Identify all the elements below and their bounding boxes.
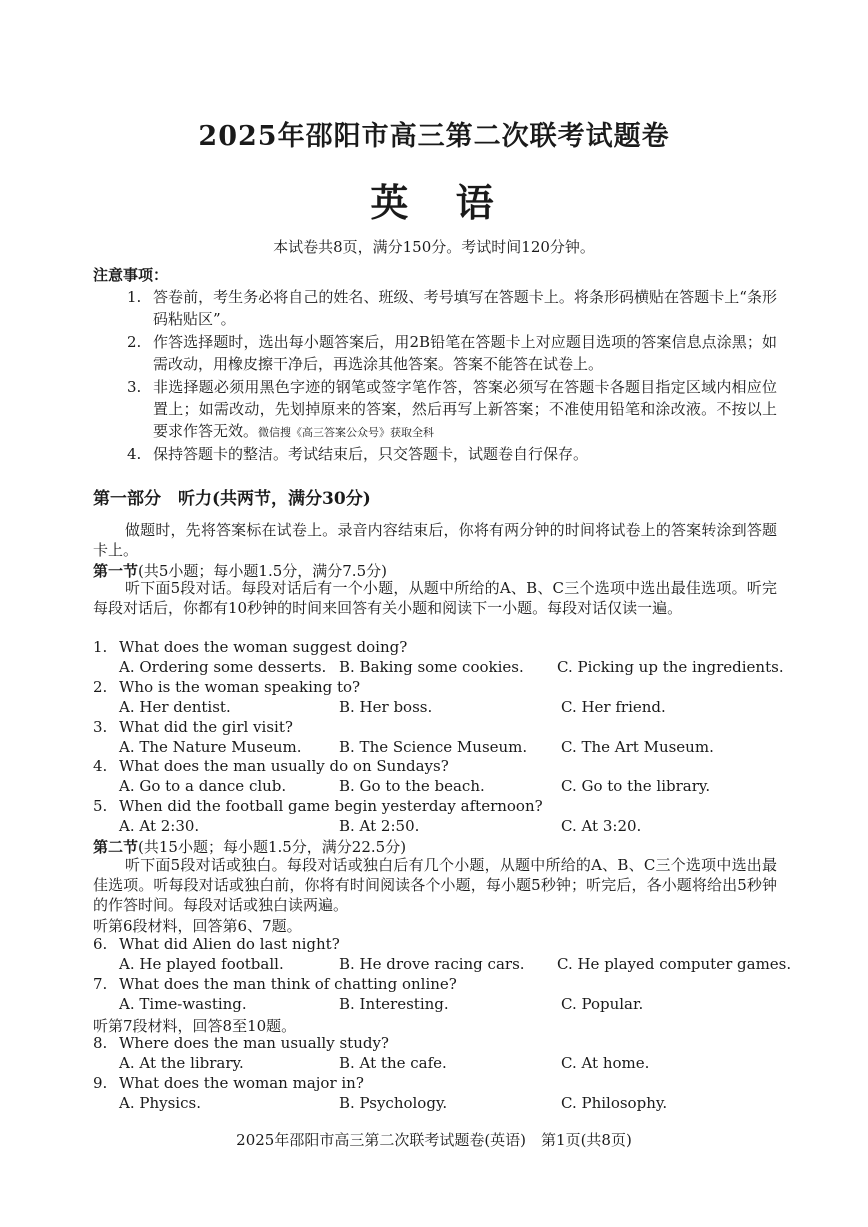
notice-item-1 — [127, 286, 777, 330]
question-number: 9. — [93, 1074, 108, 1092]
question-5-option-b: B. At 2:50. — [339, 817, 420, 835]
question-number: 1. — [93, 638, 108, 656]
part-one-intro: 做题时，先将答案标在试卷上。录音内容结束后，你将有两分钟的时间将试卷上的答案转涂到答题卡上。 — [93, 521, 777, 559]
question-8-option-c: C. At home. — [561, 1054, 650, 1072]
question-2-option-a: A. Her dentist. — [119, 698, 231, 716]
question-9-option-c: C. Philosophy. — [561, 1094, 668, 1112]
question-6-option-b: B. He drove racing cars. — [339, 955, 525, 973]
question-2-option-c: C. Her friend. — [561, 698, 666, 716]
notice-item-number: 3. — [127, 378, 142, 396]
question-number: 5. — [93, 797, 108, 815]
notice-item-text: 保持答题卡的整洁。考试结束后，只交答题卡，试题卷自行保存。 — [153, 445, 589, 463]
material-7-heading: 听第7段材料，回答8至10题。 — [93, 1017, 297, 1035]
question-1-option-a: A. Ordering some desserts. — [119, 658, 327, 676]
notice-item-text: 作答选择题时，选出每小题答案后，用2B铅笔在答题卡上对应题目选项的答案信息点涂黑；如需改动，用橡皮擦干净后，再选涂其他答案。答案不能答在试卷上。 — [153, 333, 777, 373]
section-one-scoring: (共5小题；每小题1.5分，满分7.5分) — [138, 562, 387, 580]
exam-info: 本试卷共8页，满分150分。考试时间120分钟。 — [273, 238, 595, 256]
question-text: What did the girl visit? — [119, 718, 293, 736]
question-6 — [93, 935, 340, 953]
notice-item-2 — [127, 331, 777, 375]
question-number: 8. — [93, 1034, 108, 1052]
section-one-label: 第一节 — [93, 562, 139, 580]
question-1-option-c: C. Picking up the ingredients. — [557, 658, 784, 676]
notice-item-text — [153, 376, 777, 444]
question-5 — [93, 797, 543, 815]
question-7-option-a: A. Time-wasting. — [119, 995, 247, 1013]
question-text: What does the woman suggest doing? — [119, 638, 408, 656]
question-7 — [93, 975, 457, 993]
question-5-option-c: C. At 3:20. — [561, 817, 642, 835]
section-two-instructions: 听下面5段对话或独白。每段对话或独白后有几个小题，从题中所给的A、B、C三个选项中选出最佳选项。听每段对话或独白前，你将有时间阅读各个小题，每小题5秒钟；听完后，各小题将给出5秒钟的作答时间。每段对话或独白读两遍。 — [93, 856, 777, 914]
question-7-option-b: B. Interesting. — [339, 995, 449, 1013]
question-2-option-b: B. Her boss. — [339, 698, 433, 716]
exam-title: 2025年邵阳市高三第二次联考试题卷 — [198, 121, 670, 152]
question-number: 2. — [93, 678, 108, 696]
question-3-option-b: B. The Science Museum. — [339, 738, 528, 756]
question-4-option-a: A. Go to a dance club. — [119, 777, 287, 795]
notice-item-3 — [127, 376, 777, 444]
question-text: Who is the woman speaking to? — [119, 678, 361, 696]
question-number: 6. — [93, 935, 108, 953]
question-9-option-b: B. Psychology. — [339, 1094, 448, 1112]
question-5-option-a: A. At 2:30. — [119, 817, 200, 835]
question-text: What does the man usually do on Sundays? — [119, 757, 449, 775]
question-1 — [93, 638, 407, 656]
question-4-option-c: C. Go to the library. — [561, 777, 711, 795]
question-1-option-b: B. Baking some cookies. — [339, 658, 524, 676]
question-number: 3. — [93, 718, 108, 736]
question-6-option-a: A. He played football. — [119, 955, 284, 973]
question-text: What did Alien do last night? — [119, 935, 340, 953]
section-two-scoring: (共15小题；每小题1.5分，满分22.5分) — [138, 838, 407, 856]
question-7-option-c: C. Popular. — [561, 995, 644, 1013]
question-2 — [93, 678, 360, 696]
notice-item-number: 1. — [127, 288, 142, 306]
page-footer: 2025年邵阳市高三第二次联考试题卷(英语) 第1页(共8页) — [236, 1131, 632, 1149]
question-6-option-c: C. He played computer games. — [557, 955, 792, 973]
question-8-option-a: A. At the library. — [119, 1054, 244, 1072]
question-9 — [93, 1074, 364, 1092]
question-text: When did the football game begin yesterday afternoon? — [119, 797, 543, 815]
notice-item-number: 2. — [127, 333, 142, 351]
notice-item-text: 答卷前，考生务必将自己的姓名、班级、考号填写在答题卡上。将条形码横贴在答题卡上“条形码粘贴区”。 — [153, 288, 777, 328]
notice-item-4 — [127, 443, 777, 465]
section-two-heading — [93, 836, 406, 857]
question-4-option-b: B. Go to the beach. — [339, 777, 485, 795]
question-text: Where does the man usually study? — [119, 1034, 389, 1052]
section-two-label: 第二节 — [93, 838, 139, 856]
question-3 — [93, 718, 293, 736]
notice-heading: 注意事项： — [93, 266, 169, 284]
question-number: 4. — [93, 757, 108, 775]
material-6-heading: 听第6段材料，回答第6、7题。 — [93, 917, 302, 935]
question-text: What does the woman major in? — [119, 1074, 364, 1092]
section-one-instructions: 听下面5段对话。每段对话后有一个小题，从题中所给的A、B、C三个选项中选出最佳选项。听完每段对话后，你都有10秒钟的时间来回答有关小题和阅读下一小题。每段对话仅读一遍。 — [93, 579, 777, 617]
part-one-heading: 第一部分 听力(共两节，满分30分) — [93, 489, 371, 509]
notice-item-number: 4. — [127, 445, 142, 463]
question-4 — [93, 757, 449, 775]
question-number: 7. — [93, 975, 108, 993]
question-8 — [93, 1034, 389, 1052]
question-3-option-a: A. The Nature Museum. — [119, 738, 302, 756]
subject-title: 英 语 — [370, 180, 498, 225]
wechat-ad-text: 微信搜《高三答案公众号》获取全科 — [258, 426, 435, 439]
question-text: What does the man think of chatting online? — [119, 975, 457, 993]
notice-item-3-text: 非选择题必须用黑色字迹的钢笔或签字笔作答，答案必须写在答题卡各题目指定区域内相应位置上；如需改动，先划掉原来的答案，然后再写上新答案；不准使用铅笔和涂改液。不按以上要求作答无效。 — [153, 378, 777, 440]
question-9-option-a: A. Physics. — [119, 1094, 201, 1112]
question-3-option-c: C. The Art Museum. — [561, 738, 714, 756]
question-8-option-b: B. At the cafe. — [339, 1054, 447, 1072]
